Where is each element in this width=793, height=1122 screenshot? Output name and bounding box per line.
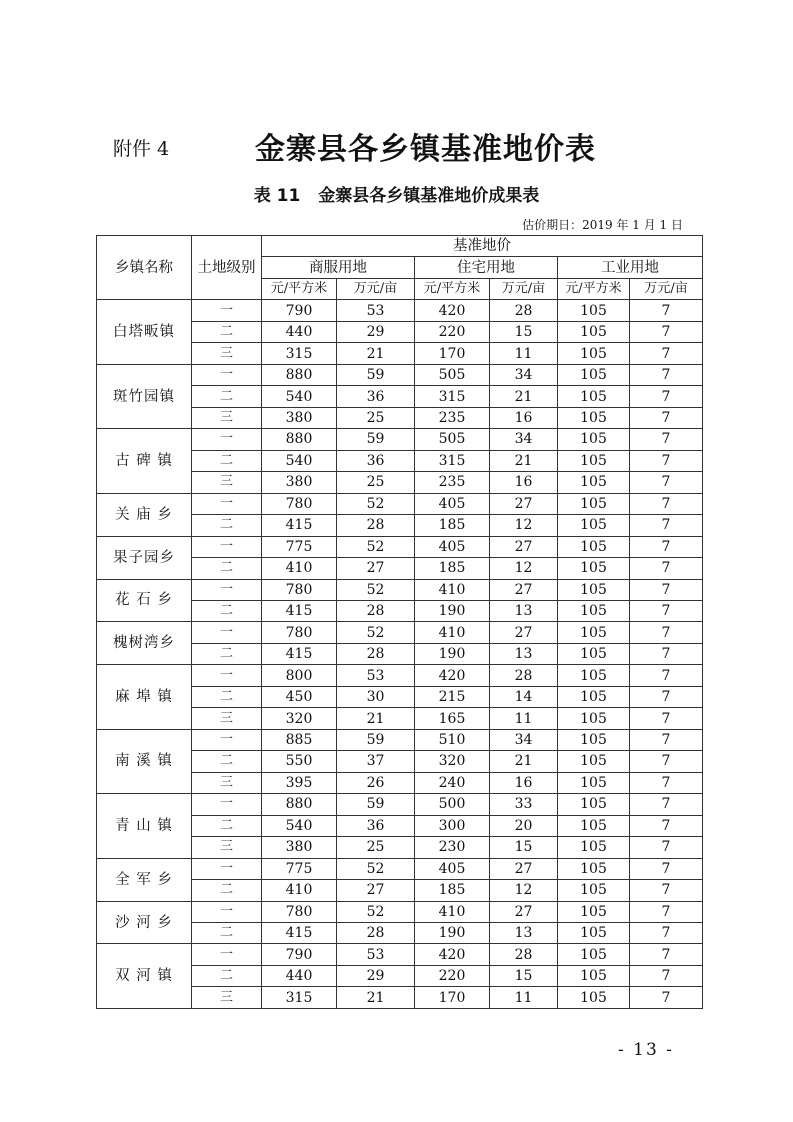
commercial-yuan-sqm-cell: 540	[262, 815, 337, 836]
commercial-yuan-sqm-cell: 540	[262, 386, 337, 407]
residential-yuan-sqm-cell: 185	[415, 515, 490, 536]
residential-wanyuan-mu-cell: 33	[490, 794, 558, 815]
town-name-cell: 花 石 乡	[97, 579, 192, 622]
table-number: 表 11	[253, 186, 301, 206]
commercial-yuan-sqm-cell: 410	[262, 880, 337, 901]
town-name-cell: 双 河 镇	[97, 944, 192, 1008]
land-grade-cell: 二	[192, 880, 262, 901]
residential-wanyuan-mu-cell: 27	[490, 858, 558, 879]
residential-wanyuan-mu-cell: 34	[490, 429, 558, 450]
commercial-wanyuan-mu-cell: 28	[337, 600, 415, 621]
industrial-yuan-sqm-cell: 105	[558, 472, 630, 493]
commercial-wanyuan-mu-cell: 21	[337, 708, 415, 729]
commercial-wanyuan-mu-cell: 37	[337, 751, 415, 772]
residential-yuan-sqm-cell: 220	[415, 321, 490, 342]
land-grade-cell: 一	[192, 901, 262, 922]
table-row	[97, 729, 703, 750]
table-title: 金寨县各乡镇基准地价成果表	[318, 186, 540, 206]
industrial-wanyuan-mu-cell: 7	[630, 901, 703, 922]
unit-yuan-per-sqm: 元/平方米	[558, 278, 630, 299]
residential-wanyuan-mu-cell: 14	[490, 686, 558, 707]
commercial-wanyuan-mu-cell: 28	[337, 643, 415, 664]
commercial-wanyuan-mu-cell: 36	[337, 386, 415, 407]
commercial-wanyuan-mu-cell: 52	[337, 536, 415, 557]
residential-yuan-sqm-cell: 405	[415, 493, 490, 514]
land-grade-cell: 三	[192, 987, 262, 1008]
table-row	[97, 794, 703, 815]
commercial-yuan-sqm-cell: 320	[262, 708, 337, 729]
residential-yuan-sqm-cell: 185	[415, 880, 490, 901]
header-grade: 土地级别	[192, 236, 262, 300]
residential-wanyuan-mu-cell: 21	[490, 386, 558, 407]
land-grade-cell: 三	[192, 708, 262, 729]
residential-yuan-sqm-cell: 220	[415, 965, 490, 986]
industrial-yuan-sqm-cell: 105	[558, 622, 630, 643]
commercial-yuan-sqm-cell: 410	[262, 558, 337, 579]
residential-wanyuan-mu-cell: 16	[490, 472, 558, 493]
residential-yuan-sqm-cell: 500	[415, 794, 490, 815]
industrial-yuan-sqm-cell: 105	[558, 815, 630, 836]
residential-yuan-sqm-cell: 505	[415, 429, 490, 450]
residential-wanyuan-mu-cell: 28	[490, 665, 558, 686]
unit-wanyuan-per-mu: 万元/亩	[630, 278, 703, 299]
land-grade-cell: 二	[192, 558, 262, 579]
header-town: 乡镇名称	[97, 236, 192, 300]
valuation-date: 估价期日：2019 年 1 月 1 日	[522, 218, 683, 232]
header-row-1	[97, 236, 703, 257]
residential-wanyuan-mu-cell: 27	[490, 579, 558, 600]
header-commercial: 商服用地	[262, 257, 415, 278]
commercial-wanyuan-mu-cell: 59	[337, 429, 415, 450]
commercial-yuan-sqm-cell: 415	[262, 515, 337, 536]
industrial-yuan-sqm-cell: 105	[558, 837, 630, 858]
commercial-wanyuan-mu-cell: 53	[337, 944, 415, 965]
industrial-yuan-sqm-cell: 105	[558, 579, 630, 600]
residential-yuan-sqm-cell: 230	[415, 837, 490, 858]
commercial-yuan-sqm-cell: 415	[262, 923, 337, 944]
residential-yuan-sqm-cell: 190	[415, 923, 490, 944]
industrial-wanyuan-mu-cell: 7	[630, 987, 703, 1008]
industrial-yuan-sqm-cell: 105	[558, 321, 630, 342]
industrial-yuan-sqm-cell: 105	[558, 407, 630, 428]
table-row	[97, 493, 703, 514]
residential-wanyuan-mu-cell: 28	[490, 300, 558, 321]
commercial-wanyuan-mu-cell: 27	[337, 880, 415, 901]
industrial-yuan-sqm-cell: 105	[558, 300, 630, 321]
residential-yuan-sqm-cell: 410	[415, 901, 490, 922]
land-grade-cell: 二	[192, 751, 262, 772]
industrial-wanyuan-mu-cell: 7	[630, 579, 703, 600]
residential-wanyuan-mu-cell: 15	[490, 837, 558, 858]
table-body	[97, 300, 703, 1008]
industrial-yuan-sqm-cell: 105	[558, 987, 630, 1008]
residential-yuan-sqm-cell: 510	[415, 729, 490, 750]
table-row	[97, 429, 703, 450]
commercial-wanyuan-mu-cell: 53	[337, 300, 415, 321]
commercial-yuan-sqm-cell: 395	[262, 772, 337, 793]
residential-yuan-sqm-cell: 320	[415, 751, 490, 772]
commercial-yuan-sqm-cell: 880	[262, 429, 337, 450]
commercial-yuan-sqm-cell: 380	[262, 472, 337, 493]
residential-wanyuan-mu-cell: 21	[490, 450, 558, 471]
commercial-wanyuan-mu-cell: 52	[337, 622, 415, 643]
land-grade-cell: 一	[192, 665, 262, 686]
industrial-yuan-sqm-cell: 105	[558, 686, 630, 707]
land-grade-cell: 二	[192, 450, 262, 471]
industrial-wanyuan-mu-cell: 7	[630, 965, 703, 986]
residential-wanyuan-mu-cell: 16	[490, 407, 558, 428]
industrial-yuan-sqm-cell: 105	[558, 880, 630, 901]
industrial-wanyuan-mu-cell: 7	[630, 751, 703, 772]
industrial-yuan-sqm-cell: 105	[558, 901, 630, 922]
industrial-yuan-sqm-cell: 105	[558, 794, 630, 815]
commercial-yuan-sqm-cell: 800	[262, 665, 337, 686]
header-industrial: 工业用地	[558, 257, 703, 278]
industrial-wanyuan-mu-cell: 7	[630, 772, 703, 793]
residential-wanyuan-mu-cell: 12	[490, 558, 558, 579]
industrial-yuan-sqm-cell: 105	[558, 858, 630, 879]
land-grade-cell: 二	[192, 321, 262, 342]
residential-yuan-sqm-cell: 170	[415, 343, 490, 364]
header-base-price: 基准地价	[262, 236, 703, 257]
industrial-yuan-sqm-cell: 105	[558, 923, 630, 944]
industrial-wanyuan-mu-cell: 7	[630, 643, 703, 664]
commercial-yuan-sqm-cell: 440	[262, 965, 337, 986]
industrial-yuan-sqm-cell: 105	[558, 965, 630, 986]
industrial-yuan-sqm-cell: 105	[558, 450, 630, 471]
commercial-wanyuan-mu-cell: 25	[337, 472, 415, 493]
table-row	[97, 364, 703, 385]
land-grade-cell: 二	[192, 643, 262, 664]
residential-yuan-sqm-cell: 315	[415, 450, 490, 471]
residential-yuan-sqm-cell: 165	[415, 708, 490, 729]
industrial-yuan-sqm-cell: 105	[558, 364, 630, 385]
industrial-wanyuan-mu-cell: 7	[630, 944, 703, 965]
table-row	[97, 579, 703, 600]
commercial-wanyuan-mu-cell: 53	[337, 665, 415, 686]
residential-yuan-sqm-cell: 235	[415, 407, 490, 428]
land-grade-cell: 二	[192, 686, 262, 707]
industrial-wanyuan-mu-cell: 7	[630, 472, 703, 493]
land-grade-cell: 二	[192, 386, 262, 407]
residential-yuan-sqm-cell: 185	[415, 558, 490, 579]
residential-wanyuan-mu-cell: 20	[490, 815, 558, 836]
commercial-yuan-sqm-cell: 790	[262, 944, 337, 965]
residential-wanyuan-mu-cell: 12	[490, 880, 558, 901]
industrial-yuan-sqm-cell: 105	[558, 386, 630, 407]
land-grade-cell: 三	[192, 472, 262, 493]
header-residential: 住宅用地	[415, 257, 558, 278]
residential-yuan-sqm-cell: 410	[415, 622, 490, 643]
commercial-wanyuan-mu-cell: 21	[337, 343, 415, 364]
commercial-wanyuan-mu-cell: 25	[337, 407, 415, 428]
industrial-wanyuan-mu-cell: 7	[630, 429, 703, 450]
unit-wanyuan-per-mu: 万元/亩	[490, 278, 558, 299]
land-grade-cell: 一	[192, 364, 262, 385]
residential-yuan-sqm-cell: 190	[415, 600, 490, 621]
residential-wanyuan-mu-cell: 27	[490, 493, 558, 514]
table-row	[97, 622, 703, 643]
residential-wanyuan-mu-cell: 15	[490, 965, 558, 986]
residential-wanyuan-mu-cell: 13	[490, 643, 558, 664]
residential-yuan-sqm-cell: 240	[415, 772, 490, 793]
commercial-wanyuan-mu-cell: 36	[337, 815, 415, 836]
commercial-wanyuan-mu-cell: 28	[337, 923, 415, 944]
industrial-yuan-sqm-cell: 105	[558, 493, 630, 514]
land-grade-cell: 二	[192, 515, 262, 536]
commercial-yuan-sqm-cell: 380	[262, 837, 337, 858]
residential-yuan-sqm-cell: 505	[415, 364, 490, 385]
residential-yuan-sqm-cell: 315	[415, 386, 490, 407]
town-name-cell: 古 碑 镇	[97, 429, 192, 493]
town-name-cell: 全 军 乡	[97, 858, 192, 901]
industrial-wanyuan-mu-cell: 7	[630, 923, 703, 944]
land-grade-cell: 三	[192, 772, 262, 793]
residential-wanyuan-mu-cell: 28	[490, 944, 558, 965]
residential-yuan-sqm-cell: 405	[415, 858, 490, 879]
town-name-cell: 关 庙 乡	[97, 493, 192, 536]
residential-wanyuan-mu-cell: 16	[490, 772, 558, 793]
industrial-yuan-sqm-cell: 105	[558, 429, 630, 450]
commercial-yuan-sqm-cell: 780	[262, 579, 337, 600]
commercial-yuan-sqm-cell: 380	[262, 407, 337, 428]
town-name-cell: 麻 埠 镇	[97, 665, 192, 729]
commercial-yuan-sqm-cell: 450	[262, 686, 337, 707]
industrial-yuan-sqm-cell: 105	[558, 708, 630, 729]
industrial-wanyuan-mu-cell: 7	[630, 665, 703, 686]
page-number: - 13 -	[618, 1040, 674, 1060]
industrial-wanyuan-mu-cell: 7	[630, 600, 703, 621]
industrial-yuan-sqm-cell: 105	[558, 772, 630, 793]
industrial-yuan-sqm-cell: 105	[558, 944, 630, 965]
residential-yuan-sqm-cell: 300	[415, 815, 490, 836]
commercial-yuan-sqm-cell: 780	[262, 493, 337, 514]
commercial-yuan-sqm-cell: 880	[262, 794, 337, 815]
land-grade-cell: 二	[192, 600, 262, 621]
town-name-cell: 沙 河 乡	[97, 901, 192, 944]
land-grade-cell: 一	[192, 493, 262, 514]
table-row	[97, 300, 703, 321]
industrial-wanyuan-mu-cell: 7	[630, 386, 703, 407]
residential-yuan-sqm-cell: 405	[415, 536, 490, 557]
land-grade-cell: 一	[192, 794, 262, 815]
industrial-yuan-sqm-cell: 105	[558, 343, 630, 364]
land-grade-cell: 三	[192, 837, 262, 858]
commercial-wanyuan-mu-cell: 28	[337, 515, 415, 536]
commercial-wanyuan-mu-cell: 52	[337, 901, 415, 922]
industrial-wanyuan-mu-cell: 7	[630, 558, 703, 579]
attachment-label: 附件 4	[113, 138, 170, 160]
town-name-cell: 斑竹园镇	[97, 364, 192, 428]
industrial-yuan-sqm-cell: 105	[558, 665, 630, 686]
commercial-wanyuan-mu-cell: 52	[337, 579, 415, 600]
land-grade-cell: 一	[192, 429, 262, 450]
commercial-yuan-sqm-cell: 780	[262, 901, 337, 922]
land-grade-cell: 一	[192, 944, 262, 965]
table-row	[97, 944, 703, 965]
commercial-wanyuan-mu-cell: 52	[337, 858, 415, 879]
commercial-yuan-sqm-cell: 775	[262, 858, 337, 879]
industrial-wanyuan-mu-cell: 7	[630, 407, 703, 428]
industrial-wanyuan-mu-cell: 7	[630, 622, 703, 643]
industrial-wanyuan-mu-cell: 7	[630, 450, 703, 471]
table-row	[97, 858, 703, 879]
land-grade-cell: 一	[192, 622, 262, 643]
commercial-wanyuan-mu-cell: 59	[337, 794, 415, 815]
residential-wanyuan-mu-cell: 11	[490, 708, 558, 729]
industrial-wanyuan-mu-cell: 7	[630, 858, 703, 879]
residential-wanyuan-mu-cell: 27	[490, 536, 558, 557]
industrial-wanyuan-mu-cell: 7	[630, 515, 703, 536]
land-grade-cell: 二	[192, 923, 262, 944]
unit-yuan-per-sqm: 元/平方米	[262, 278, 337, 299]
industrial-wanyuan-mu-cell: 7	[630, 300, 703, 321]
commercial-yuan-sqm-cell: 540	[262, 450, 337, 471]
residential-yuan-sqm-cell: 420	[415, 300, 490, 321]
land-grade-cell: 三	[192, 343, 262, 364]
residential-wanyuan-mu-cell: 11	[490, 987, 558, 1008]
commercial-wanyuan-mu-cell: 36	[337, 450, 415, 471]
residential-yuan-sqm-cell: 190	[415, 643, 490, 664]
base-land-price-table	[96, 235, 703, 1009]
commercial-wanyuan-mu-cell: 25	[337, 837, 415, 858]
residential-yuan-sqm-cell: 420	[415, 944, 490, 965]
town-name-cell: 青 山 镇	[97, 794, 192, 858]
industrial-yuan-sqm-cell: 105	[558, 558, 630, 579]
land-grade-cell: 一	[192, 729, 262, 750]
table-caption	[0, 181, 793, 206]
land-grade-cell: 二	[192, 815, 262, 836]
commercial-yuan-sqm-cell: 315	[262, 987, 337, 1008]
residential-yuan-sqm-cell: 420	[415, 665, 490, 686]
town-name-cell: 南 溪 镇	[97, 729, 192, 793]
industrial-yuan-sqm-cell: 105	[558, 600, 630, 621]
land-grade-cell: 一	[192, 536, 262, 557]
commercial-yuan-sqm-cell: 440	[262, 321, 337, 342]
industrial-wanyuan-mu-cell: 7	[630, 837, 703, 858]
industrial-yuan-sqm-cell: 105	[558, 729, 630, 750]
commercial-wanyuan-mu-cell: 59	[337, 729, 415, 750]
unit-yuan-per-sqm: 元/平方米	[415, 278, 490, 299]
commercial-wanyuan-mu-cell: 26	[337, 772, 415, 793]
residential-wanyuan-mu-cell: 15	[490, 321, 558, 342]
industrial-wanyuan-mu-cell: 7	[630, 794, 703, 815]
land-grade-cell: 一	[192, 300, 262, 321]
industrial-wanyuan-mu-cell: 7	[630, 493, 703, 514]
commercial-wanyuan-mu-cell: 21	[337, 987, 415, 1008]
industrial-wanyuan-mu-cell: 7	[630, 536, 703, 557]
town-name-cell: 白塔畈镇	[97, 300, 192, 364]
industrial-wanyuan-mu-cell: 7	[630, 686, 703, 707]
commercial-yuan-sqm-cell: 775	[262, 536, 337, 557]
commercial-wanyuan-mu-cell: 52	[337, 493, 415, 514]
table-row	[97, 536, 703, 557]
residential-wanyuan-mu-cell: 13	[490, 600, 558, 621]
commercial-yuan-sqm-cell: 415	[262, 600, 337, 621]
residential-wanyuan-mu-cell: 21	[490, 751, 558, 772]
commercial-yuan-sqm-cell: 880	[262, 364, 337, 385]
industrial-yuan-sqm-cell: 105	[558, 536, 630, 557]
industrial-wanyuan-mu-cell: 7	[630, 321, 703, 342]
industrial-yuan-sqm-cell: 105	[558, 751, 630, 772]
table-row	[97, 665, 703, 686]
residential-wanyuan-mu-cell: 34	[490, 729, 558, 750]
page-title: 金寨县各乡镇基准地价表	[255, 132, 596, 167]
residential-wanyuan-mu-cell: 13	[490, 923, 558, 944]
industrial-yuan-sqm-cell: 105	[558, 643, 630, 664]
commercial-wanyuan-mu-cell: 30	[337, 686, 415, 707]
residential-yuan-sqm-cell: 170	[415, 987, 490, 1008]
land-grade-cell: 三	[192, 407, 262, 428]
industrial-yuan-sqm-cell: 105	[558, 515, 630, 536]
town-name-cell: 果子园乡	[97, 536, 192, 579]
town-name-cell: 槐树湾乡	[97, 622, 192, 665]
industrial-wanyuan-mu-cell: 7	[630, 343, 703, 364]
residential-wanyuan-mu-cell: 34	[490, 364, 558, 385]
land-grade-cell: 二	[192, 965, 262, 986]
table-row	[97, 901, 703, 922]
commercial-wanyuan-mu-cell: 27	[337, 558, 415, 579]
residential-yuan-sqm-cell: 215	[415, 686, 490, 707]
residential-wanyuan-mu-cell: 12	[490, 515, 558, 536]
commercial-wanyuan-mu-cell: 29	[337, 321, 415, 342]
industrial-wanyuan-mu-cell: 7	[630, 729, 703, 750]
residential-wanyuan-mu-cell: 27	[490, 622, 558, 643]
residential-yuan-sqm-cell: 235	[415, 472, 490, 493]
commercial-yuan-sqm-cell: 780	[262, 622, 337, 643]
residential-wanyuan-mu-cell: 11	[490, 343, 558, 364]
industrial-wanyuan-mu-cell: 7	[630, 364, 703, 385]
industrial-wanyuan-mu-cell: 7	[630, 708, 703, 729]
industrial-wanyuan-mu-cell: 7	[630, 880, 703, 901]
commercial-yuan-sqm-cell: 790	[262, 300, 337, 321]
commercial-wanyuan-mu-cell: 59	[337, 364, 415, 385]
residential-wanyuan-mu-cell: 27	[490, 901, 558, 922]
commercial-wanyuan-mu-cell: 29	[337, 965, 415, 986]
industrial-wanyuan-mu-cell: 7	[630, 815, 703, 836]
land-grade-cell: 一	[192, 579, 262, 600]
commercial-yuan-sqm-cell: 415	[262, 643, 337, 664]
commercial-yuan-sqm-cell: 885	[262, 729, 337, 750]
commercial-yuan-sqm-cell: 315	[262, 343, 337, 364]
unit-wanyuan-per-mu: 万元/亩	[337, 278, 415, 299]
commercial-yuan-sqm-cell: 550	[262, 751, 337, 772]
land-grade-cell: 一	[192, 858, 262, 879]
residential-yuan-sqm-cell: 410	[415, 579, 490, 600]
